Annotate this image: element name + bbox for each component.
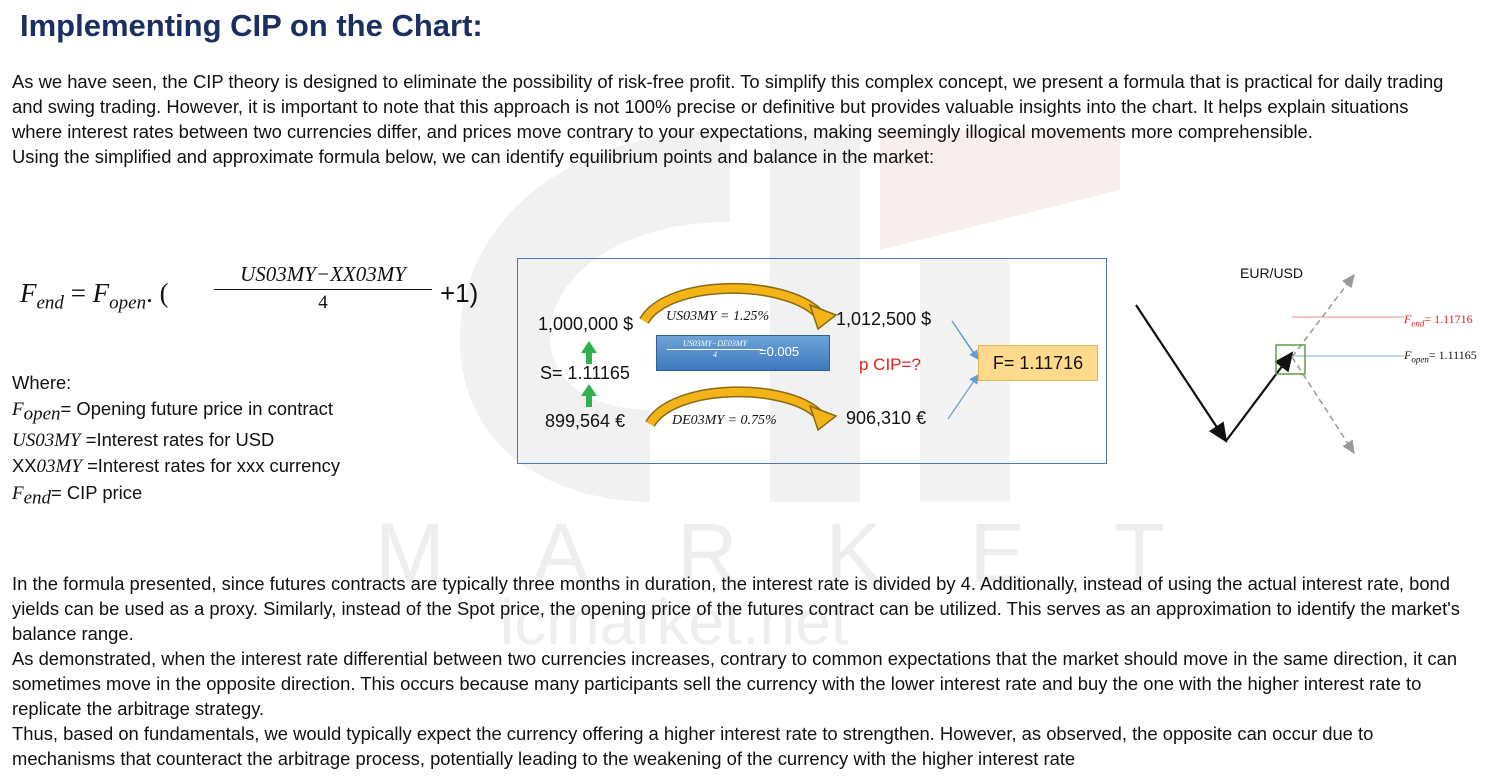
body-text [12,571,1472,771]
us-rate-label: US03MY = 1.25% [666,309,770,324]
spot-price: S= 1.11165 [540,363,630,383]
formula-fraction [214,262,432,314]
rate-diff-fraction: US03MY−DE03MY 4 [667,339,763,359]
eur-amount: 899,564 € [545,411,626,431]
definition-fend: $F_{end}=$ CIP price [12,481,143,509]
watermark-url: icmarket.net [500,586,849,658]
cip-diagram [517,258,1107,464]
body-paragraph-3: Thus, based on fundamentals, we would typically expect the currency offering a higher interest rate to strengthen. However, as observed, the opposite can occur due to mechanisms that counteract the arbitrage process, potentially leading to the weakening of the currency with the higher interest rate [12,723,1374,769]
intro-text [12,69,1452,169]
projection-down [1292,357,1354,453]
intro-paragraph: As we have seen, the CIP theory is designed to eliminate the possibility of risk-free profit. To simplify this complex concept, we present a formula that is practical for daily trading and swing trading. However, it is important to note that this approach is not 100% precise or definitive but provides valuable insights into the chart. It helps explain situations where interest rates between two currencies differ, and prices move contrary to your expectations, making seemingly illogical movements more comprehensible. [12,71,1444,142]
formula-tail: +1) [440,278,479,308]
usd-amount: 1,000,000 $ [538,314,634,334]
forward-price-box: F= 1.11716 [978,345,1098,381]
formula-lhs: $F_{end} = F_{open}$. ( [20,278,169,314]
definition-fopen: $F_{open}=$ Opening future price in contract [12,397,333,425]
definition-us03my: US03MY =Interest rates for USD [12,428,275,451]
fend-label: $F_{end}= 1.11716$ [1404,312,1473,329]
formula-denominator: 4 [318,292,328,313]
where-definitions [12,370,340,511]
green-up-arrow-2 [581,384,597,407]
watermark-market-text: M A R K E T [375,506,1165,600]
usd-result: 1,012,500 $ [836,309,932,329]
where-heading: Where: [12,372,72,393]
green-up-arrow-1 [581,341,597,364]
formula-numerator: US03MY−XX03MY [214,262,432,290]
body-paragraph-2: As demonstrated, when the interest rate differential between two currencies increases, contrary to common expectations that the market should move in the same direction, it can sometimes move in the opposite direction. This occurs because many participants sell the currency with the lower interest rate and buy the one with the higher interest rate to replicate the arbitrage strategy. [12,648,1458,719]
intro-line-2: Using the simplified and approximate formula below, we can identify equilibrium points and balance in the market: [12,146,935,167]
fopen-label: $F_{open}= 1.11165$ [1404,348,1477,365]
de-rate-label: DE03MY = 0.75% [672,413,777,428]
body-paragraph-1: In the formula presented, since futures contracts are typically three months in duration, the interest rate is divided by 4. Additionally, instead of using the actual interest rate, bond yields can be used as a proxy. Similarly, instead of the Spot price, the opening price of the futures contract can be utilized. This serves as an approximation to identify the market's balance range. [12,573,1460,644]
mini-chart-pair: EUR/USD [1240,265,1304,281]
p-cip-label: p CIP=? [859,355,921,374]
rate-diff-value: =0.005 [759,344,800,359]
rate-differential-box [656,335,830,371]
definition-xx03my: XX03MY =Interest rates for xxx currency [12,455,341,478]
arrow-eur-to-f [948,375,978,419]
eur-result: 906,310 € [846,408,927,428]
mini-price-chart [1120,265,1410,465]
price-path [1136,305,1226,441]
page-title: Implementing CIP on the Chart: [20,8,483,43]
